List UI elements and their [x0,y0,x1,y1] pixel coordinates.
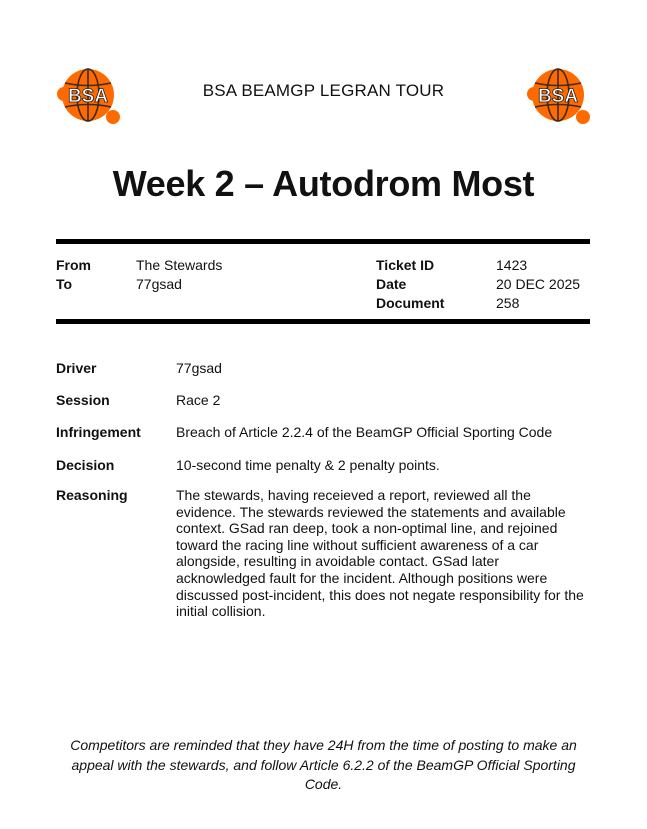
logo-text: BSA [67,86,109,107]
driver-value: 77gsad [176,360,222,376]
logo-text: BSA [537,86,579,107]
reasoning-value: The stewards, having receieved a report, reviewed all the evidence. The stewards reviewed the statements and available context. GSad ran deep, took a non-optimal line, and rejoined toward the racing line without sufficient awareness of a car alongside, resulting in avoidable contact. GSad later acknowledged fault for the incident. Although positions were discussed post-incident, this does not negate responsibility for the initial collision. [176,487,584,620]
ticket-id-value: 1423 [496,257,528,273]
driver-label: Driver [56,360,97,376]
infringement-label: Infringement [56,424,141,440]
document-value: 258 [496,295,520,311]
from-label: From [56,257,91,273]
to-value: 77gsad [136,276,182,292]
bsa-logo-right [525,64,591,126]
appeal-notice: Competitors are reminded that they have 24H from the time of posting to make an appeal with the stewards, and follow Article 6.2.2 of the BeamGP Official Sporting Code. [70,737,577,792]
series-name: BSA BEAMGP LEGRAN TOUR [202,81,445,100]
ticket-id-label: Ticket ID [376,257,435,273]
reasoning-label: Reasoning [56,487,128,503]
header-rule-bottom [56,319,590,324]
decision-value: 10-second time penalty & 2 penalty points. [176,457,440,473]
from-value: The Stewards [136,257,223,273]
infringement-value: Breach of Article 2.2.4 of the BeamGP Official Sporting Code [176,424,553,440]
decision-label: Decision [56,457,115,473]
to-label: To [56,276,73,292]
session-label: Session [56,392,110,408]
date-value: 20 DEC 2025 [496,276,581,292]
session-value: Race 2 [176,392,221,408]
header-rule-top [56,239,590,244]
date-label: Date [376,276,407,292]
page-title: Week 2 – Autodrom Most [112,163,535,204]
document-label: Document [376,295,445,311]
